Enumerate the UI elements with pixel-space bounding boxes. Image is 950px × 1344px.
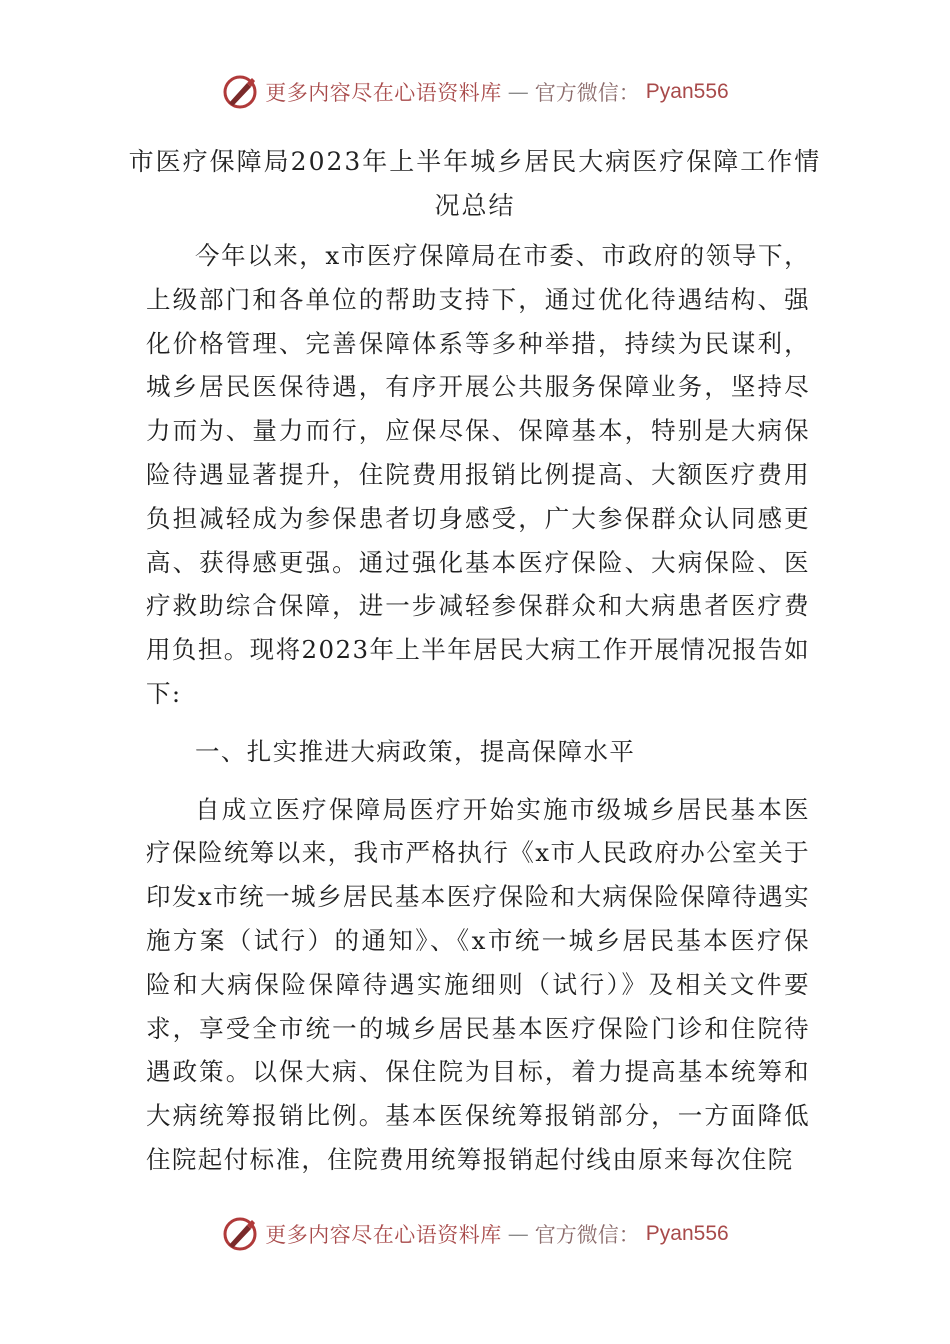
pen-logo-icon [221, 73, 259, 111]
wechat-label: 官方微信： [534, 81, 640, 105]
section-heading: 一、扎实推进大病政策，提高保障水平 [195, 736, 636, 766]
watermark-separator: — [507, 1222, 529, 1246]
intro-paragraph: 今年以来，x市医疗保障局在市委、市政府的领导下，上级部门和各单位的帮助支持下，通过优化待遇结构、强化价格管理、完善保障体系等多种举措，持续为民谋利，城乡居民医保待遇，有序开展公共服务保障业务，坚持尽力而为、量力而行，应保尽保、保障基本，特别是大病保险待遇显著提升，住院费用报销比例提高、大额医疗费用负担减轻成为参保患者切身感受，广大参保群众认同感更高、获得感更强。通过强化基本医疗保险、大病保险、医疗救助综合保障，进一步减轻参保群众和大病患者医疗费用负担。现将2023年上半年居民大病工作开展情况报告如下: [146, 241, 810, 708]
watermark-text: 更多内容尽在心语资料库 [265, 1223, 502, 1247]
section-paragraph: 自成立医疗保障局医疗开始实施市级城乡居民基本医疗保险统筹以来，我市严格执行《x市人民政府办公室关于印发x市统一城乡居民基本医疗保险和大病保险保障待遇实施方案（试行）的通知》、《x市统一城乡居民基本医疗保险和大病保险保障待遇实施细则（试行）》及相关文件要求，享受全市统一的城乡居民基本医疗保险门诊和住院待遇政策。以保大病、保住院为目标，着力提高基本统筹和大病统筹报销比例。基本医保统筹报销部分，一方面降低住院起付标准，住院费用统筹报销起付线由原来每次住院 [146, 794, 810, 1174]
watermark-separator: — [507, 80, 529, 104]
wechat-id: Pyan556 [645, 1222, 729, 1245]
document-title: 市医疗保障局2023年上半年城乡居民大病医疗保障工作情况总结 [128, 147, 822, 220]
pen-logo-icon [221, 1215, 259, 1253]
document-body [146, 234, 810, 1196]
watermark-text: 更多内容尽在心语资料库 [265, 81, 502, 105]
watermark-banner-bottom [0, 1212, 950, 1256]
wechat-id: Pyan556 [645, 80, 729, 103]
wechat-label: 官方微信： [534, 1223, 640, 1247]
watermark-banner-top [0, 70, 950, 114]
